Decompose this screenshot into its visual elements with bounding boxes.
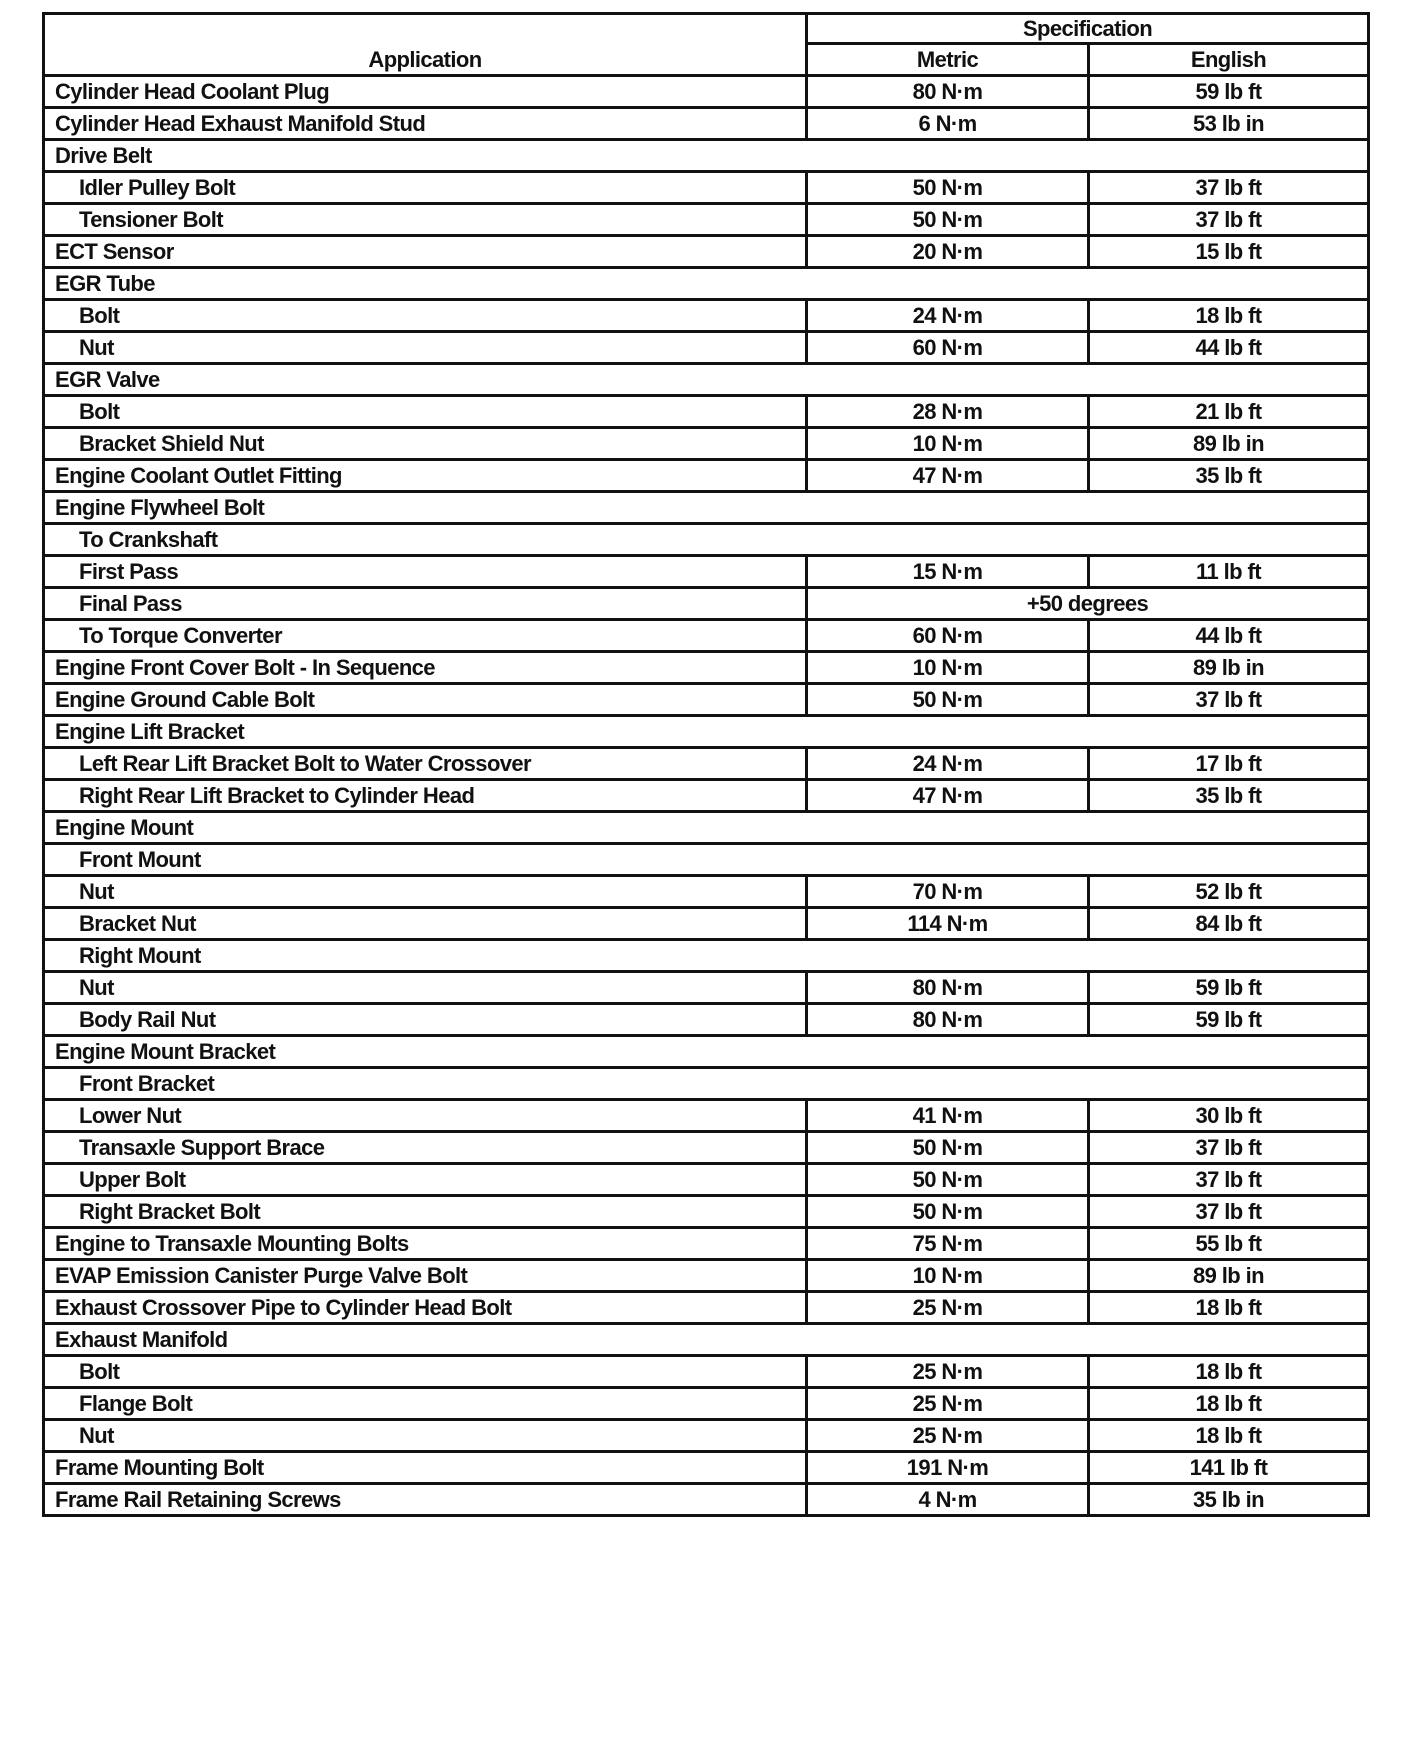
english-cell: 84 lb ft [1089, 908, 1369, 940]
table-row [44, 1388, 1369, 1420]
application-cell: Flange Bolt [44, 1388, 807, 1420]
table-row [44, 588, 1369, 620]
metric-cell: 25 N·m [807, 1420, 1089, 1452]
english-cell: 18 lb ft [1089, 300, 1369, 332]
table-row [44, 940, 1369, 972]
english-cell: 21 lb ft [1089, 396, 1369, 428]
table-row [44, 1068, 1369, 1100]
application-cell: Exhaust Crossover Pipe to Cylinder Head Bolt [44, 1292, 807, 1324]
english-cell: 55 lb ft [1089, 1228, 1369, 1260]
metric-cell: 10 N·m [807, 652, 1089, 684]
table-body [44, 76, 1369, 1516]
application-cell: Left Rear Lift Bracket Bolt to Water Crossover [44, 748, 807, 780]
metric-cell: 50 N·m [807, 204, 1089, 236]
table-row [44, 140, 1369, 172]
empty-spec-cell [807, 268, 1369, 300]
table-row [44, 620, 1369, 652]
application-cell: Nut [44, 972, 807, 1004]
english-cell: 18 lb ft [1089, 1356, 1369, 1388]
application-cell: Cylinder Head Exhaust Manifold Stud [44, 108, 807, 140]
table-row [44, 556, 1369, 588]
table-row [44, 1260, 1369, 1292]
table-row [44, 460, 1369, 492]
table-row [44, 716, 1369, 748]
english-cell: 53 lb in [1089, 108, 1369, 140]
table-row [44, 524, 1369, 556]
metric-cell: 47 N·m [807, 780, 1089, 812]
table-row [44, 1292, 1369, 1324]
torque-spec-table [42, 12, 1370, 1517]
application-cell: Frame Rail Retaining Screws [44, 1484, 807, 1516]
empty-spec-cell [807, 524, 1369, 556]
english-cell: 44 lb ft [1089, 620, 1369, 652]
metric-cell: 20 N·m [807, 236, 1089, 268]
metric-cell: 60 N·m [807, 620, 1089, 652]
application-cell: Tensioner Bolt [44, 204, 807, 236]
application-cell: Frame Mounting Bolt [44, 1452, 807, 1484]
table-row [44, 1164, 1369, 1196]
metric-cell: 191 N·m [807, 1452, 1089, 1484]
application-cell: To Torque Converter [44, 620, 807, 652]
english-cell: 59 lb ft [1089, 972, 1369, 1004]
table-row [44, 1132, 1369, 1164]
empty-spec-cell [807, 364, 1369, 396]
application-cell: Lower Nut [44, 1100, 807, 1132]
table-row [44, 332, 1369, 364]
table-row [44, 684, 1369, 716]
table-row [44, 1420, 1369, 1452]
english-cell: 141 lb ft [1089, 1452, 1369, 1484]
english-cell: 37 lb ft [1089, 1164, 1369, 1196]
empty-spec-cell [807, 940, 1369, 972]
application-cell: Idler Pulley Bolt [44, 172, 807, 204]
metric-cell: 60 N·m [807, 332, 1089, 364]
table-row [44, 268, 1369, 300]
application-cell: Engine Lift Bracket [44, 716, 807, 748]
table-row [44, 1484, 1369, 1516]
table-row [44, 1356, 1369, 1388]
table-header [44, 14, 1369, 76]
table-row [44, 172, 1369, 204]
metric-cell: 80 N·m [807, 972, 1089, 1004]
english-cell: 11 lb ft [1089, 556, 1369, 588]
table-row [44, 908, 1369, 940]
english-cell: 18 lb ft [1089, 1292, 1369, 1324]
application-cell: Bolt [44, 396, 807, 428]
application-cell: ECT Sensor [44, 236, 807, 268]
empty-spec-cell [807, 492, 1369, 524]
application-cell: Engine to Transaxle Mounting Bolts [44, 1228, 807, 1260]
english-cell: 59 lb ft [1089, 76, 1369, 108]
table-row [44, 236, 1369, 268]
table-row [44, 364, 1369, 396]
application-cell: Nut [44, 876, 807, 908]
application-cell: Engine Flywheel Bolt [44, 492, 807, 524]
application-cell: Engine Mount Bracket [44, 1036, 807, 1068]
table-row [44, 108, 1369, 140]
english-cell: 35 lb ft [1089, 780, 1369, 812]
application-cell: Nut [44, 1420, 807, 1452]
metric-cell: 50 N·m [807, 1196, 1089, 1228]
metric-cell: 25 N·m [807, 1356, 1089, 1388]
table-row [44, 812, 1369, 844]
empty-spec-cell [807, 1068, 1369, 1100]
application-cell: Right Rear Lift Bracket to Cylinder Head [44, 780, 807, 812]
metric-cell: 80 N·m [807, 76, 1089, 108]
metric-cell: 10 N·m [807, 1260, 1089, 1292]
application-cell: EGR Valve [44, 364, 807, 396]
table-row [44, 76, 1369, 108]
english-cell: 37 lb ft [1089, 684, 1369, 716]
english-cell: 52 lb ft [1089, 876, 1369, 908]
application-cell: Right Mount [44, 940, 807, 972]
english-cell: 18 lb ft [1089, 1420, 1369, 1452]
metric-cell: 50 N·m [807, 1164, 1089, 1196]
application-cell: Bolt [44, 300, 807, 332]
metric-cell: 10 N·m [807, 428, 1089, 460]
english-cell: 59 lb ft [1089, 1004, 1369, 1036]
empty-spec-cell [807, 1036, 1369, 1068]
application-cell: Bracket Nut [44, 908, 807, 940]
metric-cell: 50 N·m [807, 684, 1089, 716]
table-row [44, 1100, 1369, 1132]
english-cell: 37 lb ft [1089, 1196, 1369, 1228]
application-cell: Engine Mount [44, 812, 807, 844]
empty-spec-cell [807, 716, 1369, 748]
application-cell: Front Bracket [44, 1068, 807, 1100]
metric-cell: 15 N·m [807, 556, 1089, 588]
metric-cell: 24 N·m [807, 748, 1089, 780]
metric-cell: 70 N·m [807, 876, 1089, 908]
metric-cell: 41 N·m [807, 1100, 1089, 1132]
table-row [44, 1452, 1369, 1484]
table-row [44, 1036, 1369, 1068]
table-row [44, 1196, 1369, 1228]
table-row [44, 876, 1369, 908]
application-cell: To Crankshaft [44, 524, 807, 556]
english-cell: 37 lb ft [1089, 172, 1369, 204]
english-cell: 89 lb in [1089, 652, 1369, 684]
english-cell: 37 lb ft [1089, 204, 1369, 236]
table-row [44, 428, 1369, 460]
english-cell: 89 lb in [1089, 1260, 1369, 1292]
table-row [44, 204, 1369, 236]
application-cell: Final Pass [44, 588, 807, 620]
application-cell: Engine Coolant Outlet Fitting [44, 460, 807, 492]
application-cell: Front Mount [44, 844, 807, 876]
english-cell: 30 lb ft [1089, 1100, 1369, 1132]
application-cell: Engine Ground Cable Bolt [44, 684, 807, 716]
table-row [44, 972, 1369, 1004]
english-cell: 35 lb ft [1089, 460, 1369, 492]
metric-cell: 75 N·m [807, 1228, 1089, 1260]
metric-cell: 80 N·m [807, 1004, 1089, 1036]
metric-cell: 25 N·m [807, 1388, 1089, 1420]
spec-span-cell: +50 degrees [807, 588, 1369, 620]
empty-spec-cell [807, 1324, 1369, 1356]
table-row [44, 1004, 1369, 1036]
table-row [44, 748, 1369, 780]
application-cell: Bolt [44, 1356, 807, 1388]
table-row [44, 652, 1369, 684]
application-cell: Body Rail Nut [44, 1004, 807, 1036]
metric-cell: 6 N·m [807, 108, 1089, 140]
metric-cell: 28 N·m [807, 396, 1089, 428]
english-cell: 17 lb ft [1089, 748, 1369, 780]
english-cell: 89 lb in [1089, 428, 1369, 460]
application-cell: Right Bracket Bolt [44, 1196, 807, 1228]
english-cell: 35 lb in [1089, 1484, 1369, 1516]
application-cell: Upper Bolt [44, 1164, 807, 1196]
metric-cell: 24 N·m [807, 300, 1089, 332]
empty-spec-cell [807, 844, 1369, 876]
table-row [44, 492, 1369, 524]
english-header: English [1089, 44, 1369, 76]
application-cell: Engine Front Cover Bolt - In Sequence [44, 652, 807, 684]
english-cell: 37 lb ft [1089, 1132, 1369, 1164]
english-cell: 15 lb ft [1089, 236, 1369, 268]
application-cell: First Pass [44, 556, 807, 588]
metric-cell: 4 N·m [807, 1484, 1089, 1516]
application-cell: Bracket Shield Nut [44, 428, 807, 460]
empty-spec-cell [807, 140, 1369, 172]
specification-header: Specification [807, 14, 1369, 44]
application-cell: Transaxle Support Brace [44, 1132, 807, 1164]
empty-spec-cell [807, 812, 1369, 844]
application-cell: Drive Belt [44, 140, 807, 172]
application-header: Application [44, 14, 807, 76]
metric-cell: 114 N·m [807, 908, 1089, 940]
table-row [44, 844, 1369, 876]
table-row [44, 1324, 1369, 1356]
english-cell: 18 lb ft [1089, 1388, 1369, 1420]
english-cell: 44 lb ft [1089, 332, 1369, 364]
application-cell: Cylinder Head Coolant Plug [44, 76, 807, 108]
table-row [44, 300, 1369, 332]
metric-cell: 50 N·m [807, 172, 1089, 204]
metric-cell: 50 N·m [807, 1132, 1089, 1164]
application-cell: Exhaust Manifold [44, 1324, 807, 1356]
application-cell: EGR Tube [44, 268, 807, 300]
table-row [44, 1228, 1369, 1260]
table-row [44, 780, 1369, 812]
application-cell: EVAP Emission Canister Purge Valve Bolt [44, 1260, 807, 1292]
metric-header: Metric [807, 44, 1089, 76]
table-row [44, 396, 1369, 428]
metric-cell: 47 N·m [807, 460, 1089, 492]
metric-cell: 25 N·m [807, 1292, 1089, 1324]
application-cell: Nut [44, 332, 807, 364]
